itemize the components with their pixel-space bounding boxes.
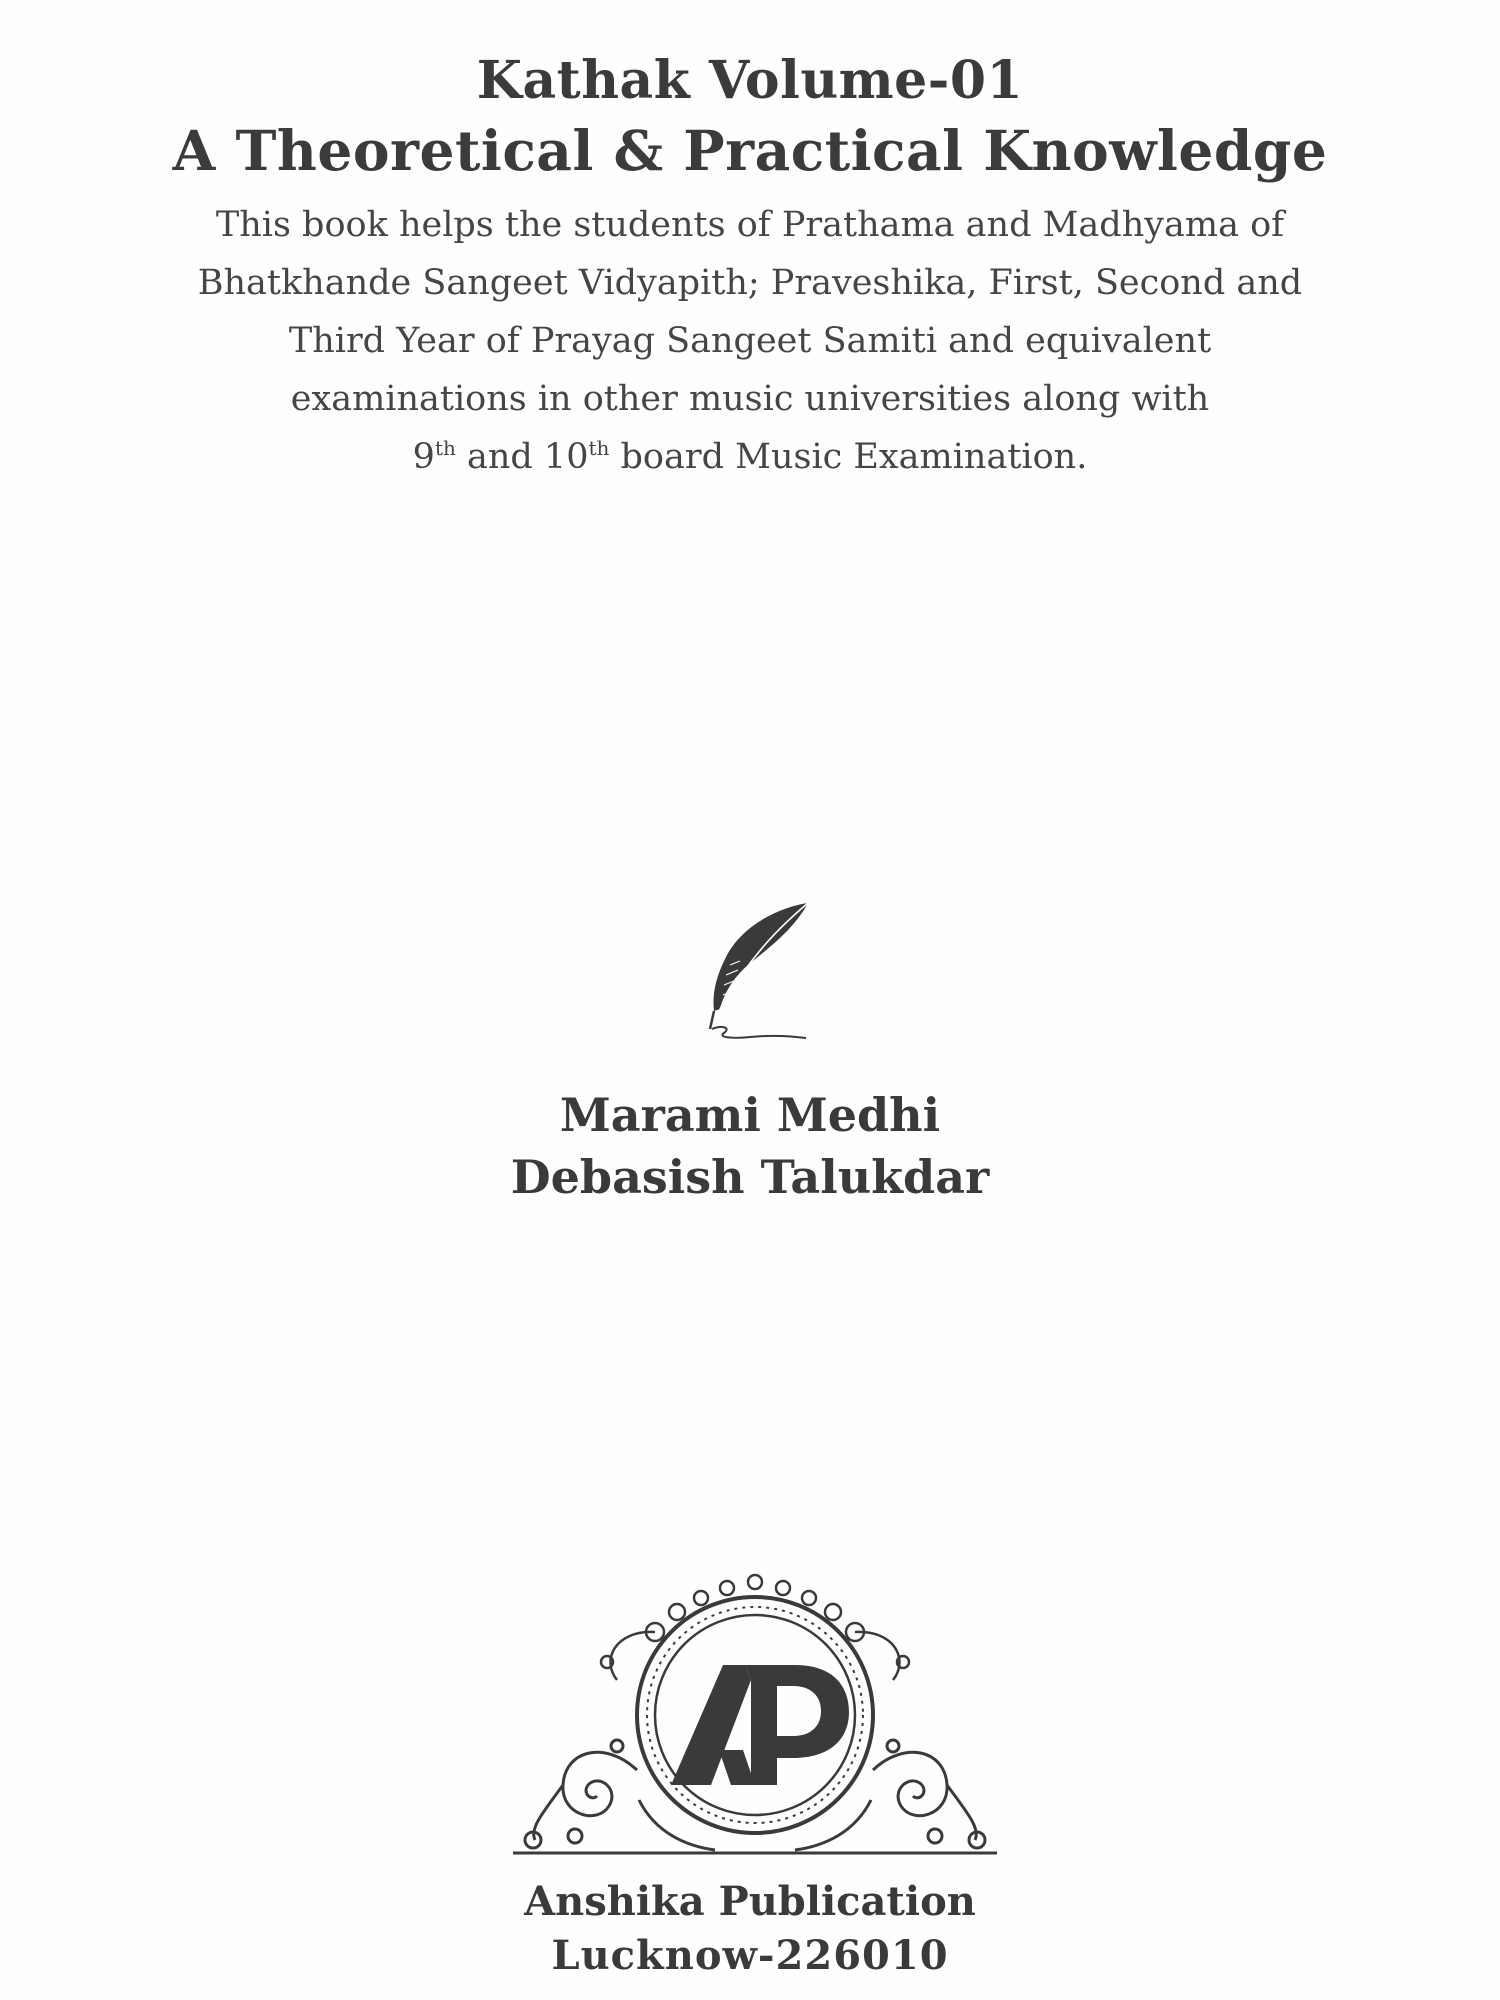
quill-pen-icon <box>690 895 820 1045</box>
ornamental-ap-logo <box>505 1570 1005 1860</box>
description-text: and 10 <box>455 437 589 477</box>
book-subtitle: A Theoretical & Practical Knowledge <box>172 118 1328 183</box>
book-title: Kathak Volume-01 <box>476 50 1024 111</box>
description-line: This book helps the students of Prathama and Madhyama of <box>215 205 1285 245</box>
ordinal-suffix: th <box>434 436 456 460</box>
author-name: Debasish Talukdar <box>510 1150 990 1204</box>
ordinal-suffix: th <box>588 436 610 460</box>
book-description <box>150 196 1350 486</box>
description-line <box>150 428 1350 486</box>
description-text: 9 <box>412 437 435 477</box>
description-line: Third Year of Prayag Sangeet Samiti and equivalent <box>288 321 1212 361</box>
description-line: Bhatkhande Sangeet Vidyapith; Praveshika, First, Second and <box>197 263 1303 303</box>
publisher-address: Lucknow-226010 <box>551 1932 949 1979</box>
author-name: Marami Medhi <box>559 1088 941 1142</box>
description-text: board Music Examination. <box>609 437 1088 477</box>
description-line: examinations in other music universities along with <box>290 379 1210 419</box>
publisher-name: Anshika Publication <box>524 1878 976 1925</box>
